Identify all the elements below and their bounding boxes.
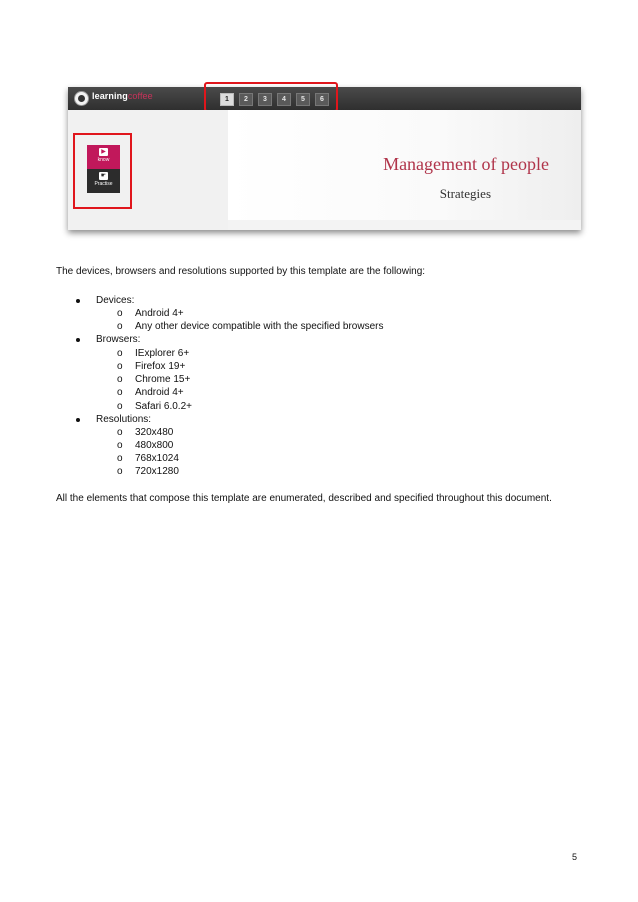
sub-bullet-glyph: o [117, 321, 123, 332]
list-item-text: Android 4+ [135, 308, 184, 319]
bullet-label: Devices: [96, 295, 135, 306]
list-item-text: Safari 6.0.2+ [135, 401, 192, 412]
hero-title: Management of people [383, 154, 549, 174]
video-icon: ▶ [99, 148, 108, 156]
sub-bullet-glyph: o [117, 308, 123, 319]
logo [92, 91, 153, 101]
bullet-dot [76, 299, 80, 303]
logo-accent: coffee [127, 91, 153, 101]
list-item-text: 480x800 [135, 440, 174, 451]
pagination-highlight-box [204, 82, 338, 112]
bullet-dot [76, 338, 80, 342]
list-item-text: IExplorer 6+ [135, 348, 190, 359]
page-button-3[interactable]: 3 [258, 93, 272, 106]
know-button[interactable] [87, 145, 120, 169]
list-item-text: Chrome 15+ [135, 374, 191, 385]
practise-label: Practise [94, 181, 113, 187]
page-button-6[interactable]: 6 [315, 93, 329, 106]
closing-paragraph: All the elements that compose this template are enumerated, described and specified throughout this document. [56, 493, 552, 504]
bullet-label: Browsers: [96, 334, 141, 345]
know-label: know [97, 157, 110, 163]
logo-brand: learning [92, 91, 128, 101]
page-button-4[interactable]: 4 [277, 93, 291, 106]
template-screenshot [68, 87, 581, 230]
top-bar [68, 87, 581, 110]
page-number: 5 [572, 852, 578, 862]
list-item-text: 320x480 [135, 427, 174, 438]
sub-bullet-glyph: o [117, 427, 123, 438]
page-button-2[interactable]: 2 [239, 93, 253, 106]
hero-subtitle: Strategies [439, 186, 491, 201]
logo-icon [74, 91, 89, 106]
intro-paragraph: The devices, browsers and resolutions supported by this template are the following: [56, 266, 426, 277]
bullet-dot [76, 418, 80, 422]
sub-bullet-glyph: o [117, 466, 123, 477]
sub-bullet-glyph: o [117, 348, 123, 359]
sub-bullet-glyph: o [117, 387, 123, 398]
list-item-text: 768x1024 [135, 453, 179, 464]
sub-bullet-glyph: o [117, 374, 123, 385]
list-item-text: Firefox 19+ [135, 361, 186, 372]
bullet-label: Resolutions: [96, 414, 152, 425]
page-button-1[interactable]: 1 [220, 93, 234, 106]
pointing-hand-icon: ☛ [100, 173, 107, 179]
hero-banner [228, 110, 581, 220]
sub-bullet-glyph: o [117, 440, 123, 451]
sub-bullet-glyph: o [117, 401, 123, 412]
sub-bullet-glyph: o [117, 453, 123, 464]
list-item-text: Android 4+ [135, 387, 184, 398]
list-item-text: 720x1280 [135, 466, 179, 477]
list-item-text: Any other device compatible with the specified browsers [135, 321, 384, 332]
page-button-5[interactable]: 5 [296, 93, 310, 106]
sub-bullet-glyph: o [117, 361, 123, 372]
practise-button[interactable] [87, 169, 120, 193]
